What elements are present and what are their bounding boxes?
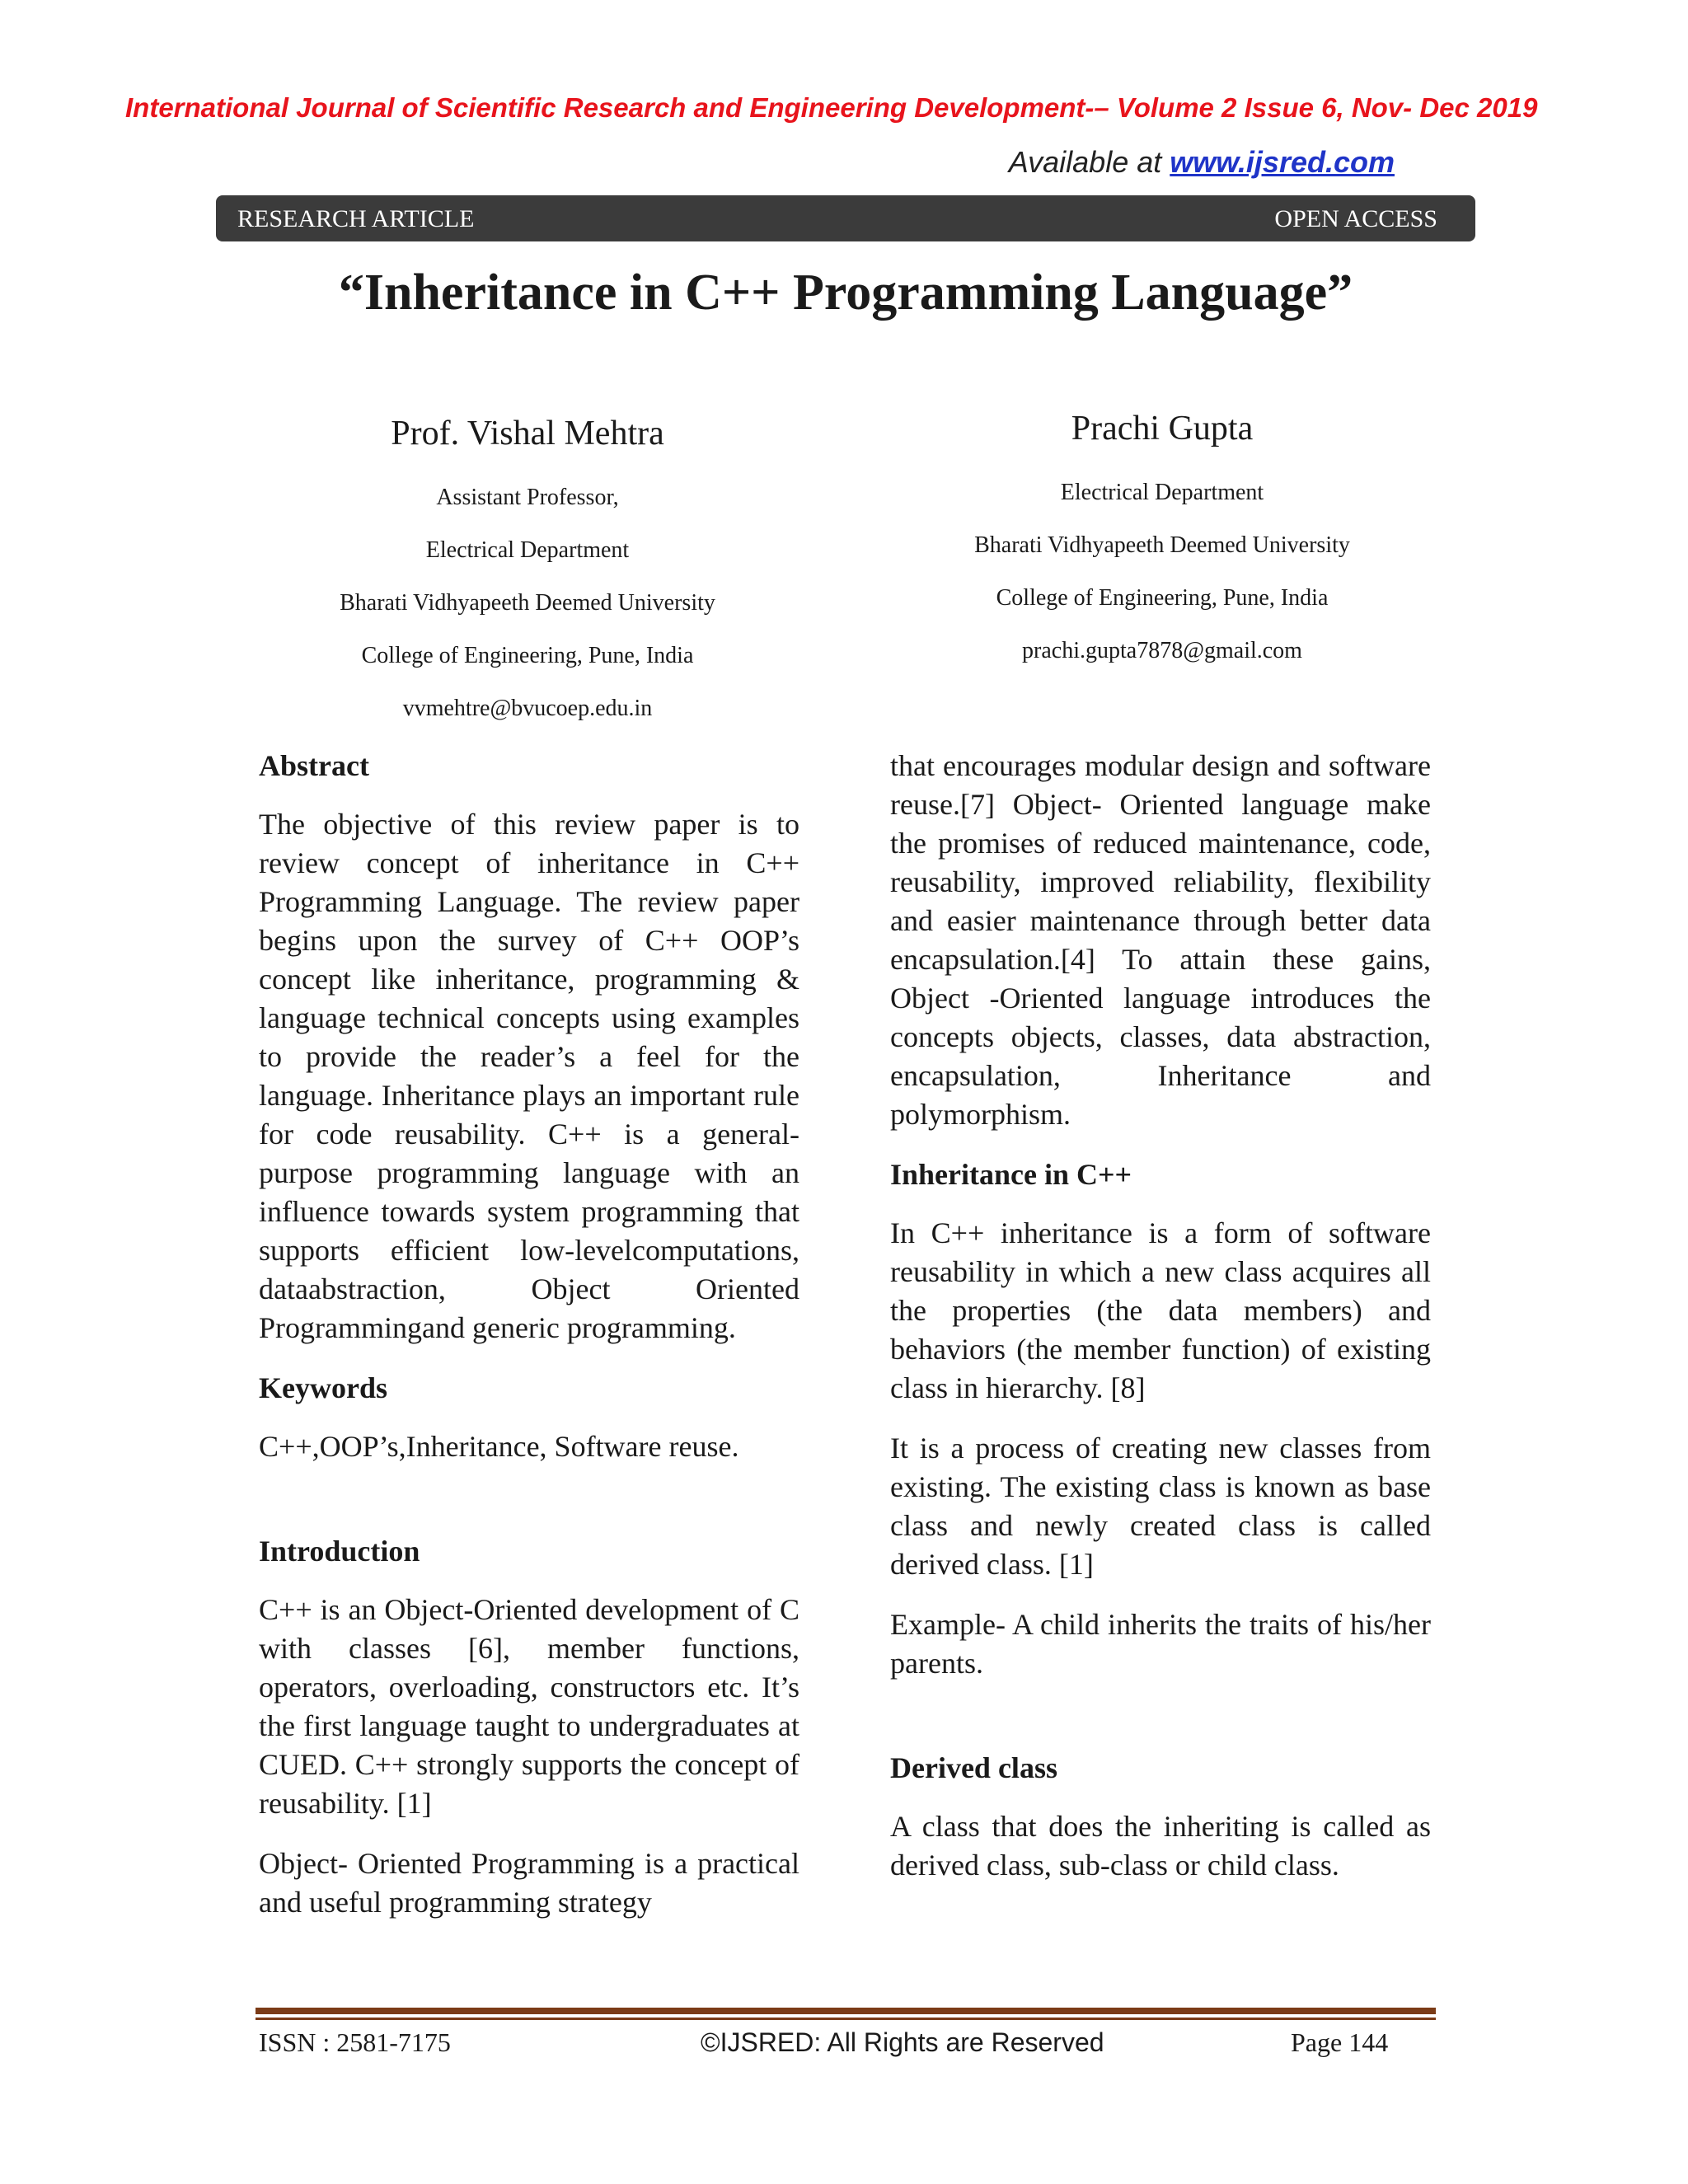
author-email: prachi.gupta7878@gmail.com xyxy=(1022,638,1302,663)
paper-title: “Inheritance in C++ Programming Language” xyxy=(338,265,1353,321)
abstract-text: The objective of this review paper is to review concept of inheritance in C++ Programming Language. The review paper begins upon the survey of C++ OOP’s concept like inheritance, programming & language technical concepts using examples to provide the reader’s a feel for the language. Inheritance plays an important rule for code reusability. C++ is a general-purpose programming language with an influence towards system programming that supports efficient low-levelcomputations, dataabstraction, Object Oriented Programmingand generic programming. xyxy=(259,808,799,1344)
keywords-text: C++,OOP’s,Inheritance, Software reuse. xyxy=(259,1430,739,1463)
body-paragraph: A class that does the inheriting is called as derived class, sub-class or child class. xyxy=(890,1810,1431,1882)
author-affiliation: College of Engineering, Pune, India xyxy=(996,585,1329,611)
body-paragraph: It is a process of creating new classes from existing. The existing class is known as base class and newly created class is called derived class. [1] xyxy=(890,1432,1431,1581)
article-type-bar xyxy=(216,195,1475,241)
footer-copyright: ©IJSRED: All Rights are Reserved xyxy=(701,2027,1104,2057)
inheritance-heading: Inheritance in C++ xyxy=(890,1158,1132,1191)
author-affiliation: Bharati Vidhyapeeth Deemed University xyxy=(974,532,1350,558)
footer-page-number: Page 144 xyxy=(1291,2027,1389,2057)
availability-line xyxy=(824,145,1395,180)
keywords-heading: Keywords xyxy=(259,1371,387,1404)
author-block-2 xyxy=(898,409,1426,677)
left-column xyxy=(259,747,799,1943)
author-block-1 xyxy=(272,414,783,735)
author-affiliation: Bharati Vidhyapeeth Deemed University xyxy=(340,590,715,616)
article-type-label: RESEARCH ARTICLE xyxy=(237,205,475,232)
abstract-heading: Abstract xyxy=(259,749,369,782)
body-paragraph: that encourages modular design and software reuse.[7] Object- Oriented language make the promises of reduced maintenance, code, reusability, improved reliability, flexibility and easier maintenance through better data encapsulation.[4] To attain these gains, Object -Oriented language introduces the concepts objects, classes, data abstraction, encapsulation, Inheritance and polymorphism. xyxy=(890,749,1431,1131)
author-email: vvmehtre@bvucoep.edu.in xyxy=(402,696,653,721)
author-name: Prachi Gupta xyxy=(1071,410,1254,448)
derived-class-heading: Derived class xyxy=(890,1751,1057,1784)
journal-header: International Journal of Scientific Research and Engineering Development-– Volume 2 Issue 6, Nov- Dec 2019 xyxy=(125,92,1538,123)
introduction-paragraph: Object- Oriented Programming is a practical and useful programming strategy xyxy=(259,1847,799,1919)
footer-issn: ISSN : 2581-7175 xyxy=(259,2027,451,2057)
author-name: Prof. Vishal Mehtra xyxy=(391,415,664,452)
journal-website-link[interactable]: www.ijsred.com xyxy=(1170,145,1395,179)
footer-rule xyxy=(256,2008,1436,2014)
author-affiliation: Assistant Professor, xyxy=(436,485,619,510)
open-access-label: OPEN ACCESS xyxy=(1274,205,1437,232)
footer-rule-thin xyxy=(256,2018,1436,2020)
introduction-heading: Introduction xyxy=(259,1535,420,1568)
body-paragraph: Example- A child inherits the traits of his/her parents. xyxy=(890,1608,1431,1680)
author-affiliation: College of Engineering, Pune, India xyxy=(361,643,694,668)
body-paragraph: In C++ inheritance is a form of software reusability in which a new class acquires all the properties (the data members) and behaviors (the member function) of existing class in hierarchy. [8] xyxy=(890,1216,1431,1404)
author-affiliation: Electrical Department xyxy=(1060,480,1264,505)
right-column xyxy=(890,747,1431,1906)
available-prefix: Available at xyxy=(1008,145,1170,179)
introduction-paragraph: C++ is an Object-Oriented development of C with classes [6], member functions, operators, overloading, constructors etc. It’s the first language taught to undergraduates at CUED. C++ strongly supports the concept of reusability. [1] xyxy=(259,1593,799,1820)
author-affiliation: Electrical Department xyxy=(425,537,630,563)
